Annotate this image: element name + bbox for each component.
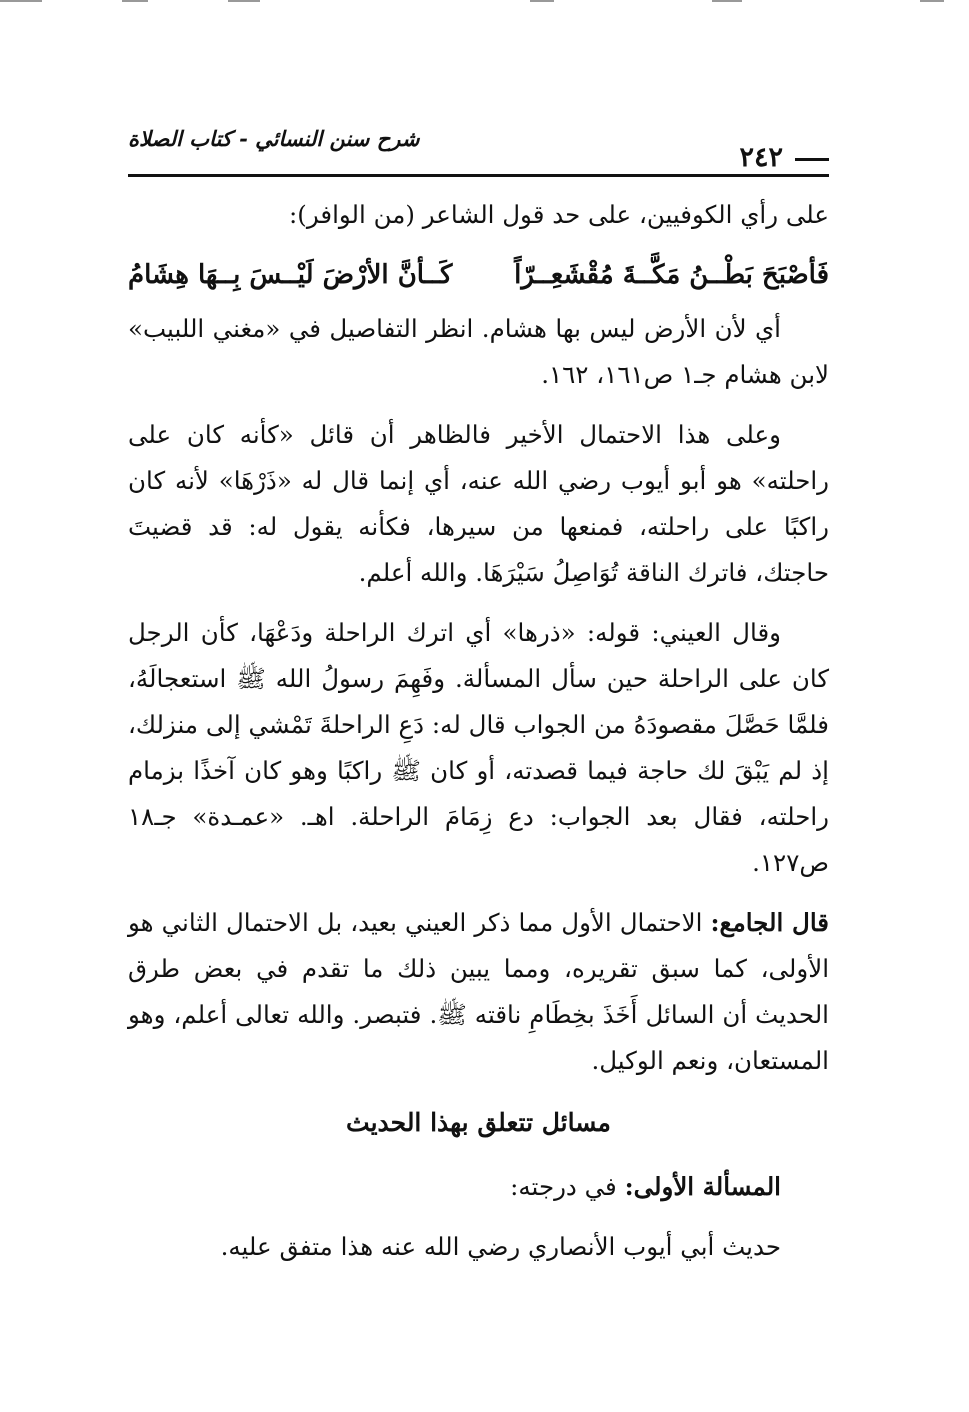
issue-one	[128, 1164, 829, 1210]
paragraph-explanation: أي لأن الأرض ليس بها هشام. انظر التفاصيل في «مغني اللبيب» لابن هشام جـ١ ص١٦١، ١٦٢.	[128, 314, 829, 389]
page-body	[128, 192, 829, 1284]
scan-mark	[228, 0, 260, 2]
paragraph-compiler-note	[128, 900, 829, 1084]
page-number: ٢٤٢	[739, 142, 783, 173]
page-header	[128, 118, 829, 178]
section-heading: مسائل تتعلق بهذا الحديث	[346, 1108, 611, 1137]
scan-mark	[0, 0, 42, 2]
header-dash	[795, 158, 829, 161]
compiler-text: الاحتمال الأول مما ذكر العيني بعيد، بل الاحتمال الثاني هو الأولى، كما سبق تقريره، ومما يبين ذلك ما تقدم في بعض طرق الحديث أن السائل أَخَذَ بخِطَامِ ناقته ﷺ. فتبصر. والله تعالى أعلم، وهو المستعان، ونعم الوكيل.	[128, 908, 829, 1075]
verse-second-hemistich: كَــأنَّ الأرْضَ لَيْــسَ بِــهَا هِشَامُ	[128, 260, 453, 290]
running-title: شرح سنن النسائي - كتاب الصلاة	[128, 126, 420, 151]
compiler-label: قال الجامع:	[710, 908, 830, 937]
poetry-verse	[128, 252, 829, 298]
scan-mark	[712, 0, 742, 2]
header-rule	[128, 174, 829, 177]
scan-mark	[122, 0, 148, 2]
paragraph-probability: وعلى هذا الاحتمال الأخير فالظاهر أن قائل «كأنه كان على راحلته» هو أبو أيوب رضي الله عنه، أي إنما قال له «ذَرْهَا» لأنه كان راكبًا على راحلته، فمنعها من سيرها، فكأنه يقول له: قد قضيتَ حاجتك، فاترك الناقة تُوَاصِلُ سَيْرَهَا. والله أعلم.	[128, 420, 829, 587]
paragraph-intro: على رأي الكوفيين، على حد قول الشاعر (من الوافر):	[289, 200, 829, 229]
verse-first-hemistich: فَأصْبَحَ بَطْــنُ مَكَّــةَ مُقْشَعِــرّاً	[514, 260, 829, 290]
issue-one-label: المسألة الأولى:	[624, 1172, 781, 1201]
issue-one-text: في درجته:	[510, 1172, 625, 1201]
paragraph-hadith-grade: حديث أبي أيوب الأنصاري رضي الله عنه هذا متفق عليه.	[220, 1232, 781, 1261]
scan-mark	[920, 0, 944, 2]
paragraph-aini-quote: وقال العيني: قوله: «ذرها» أي اترك الراحلة ودَعْهَا، كأن الرجل كان على الراحلة حين سأل المسألة. وفَهِمَ رسولُ الله ﷺ استعجالَهُ، فلمَّا حَصَّلَ مقصودَهُ من الجواب قال له: دَعِ الراحلةَ تَمْشي إلى منزلك، إذ لم يَبْقَ لك حاجة فيما قصدته، أو كان ﷺ راكبًا وهو كان آخذًا بزمام راحلته، فقال بعد الجواب: دع زِمَامَ الراحلة. اهـ. «عمـدة» جـ١٨ ص١٢٧.	[128, 618, 829, 877]
scan-mark	[530, 0, 554, 2]
